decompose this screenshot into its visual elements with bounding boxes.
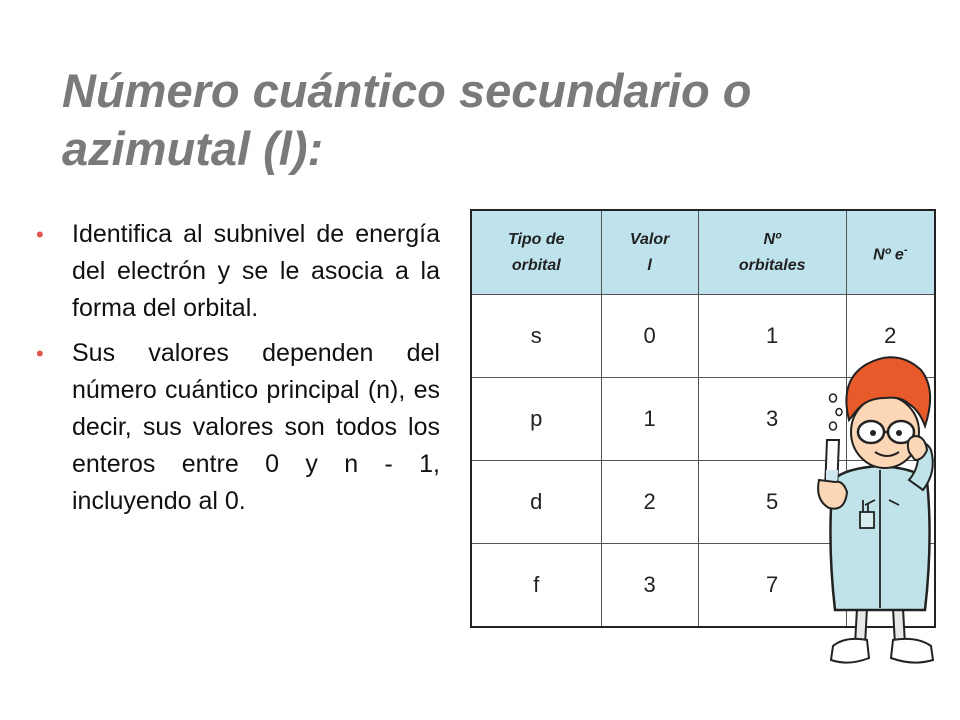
table-cell: 7: [698, 544, 846, 628]
header-text: Nº: [763, 230, 781, 248]
bullet-item: [36, 216, 440, 327]
header-tipo-orbital: [471, 210, 601, 295]
table-cell: d: [471, 461, 601, 544]
header-valor-l: [601, 210, 698, 295]
left-hand: [818, 480, 847, 509]
scientist-illustration: [805, 340, 955, 672]
table-cell: 3: [601, 544, 698, 628]
header-text: Tipo de: [507, 230, 565, 248]
table-cell: 1: [601, 378, 698, 461]
table-cell: f: [471, 544, 601, 628]
table-cell: 0: [601, 295, 698, 378]
bullet-item: [36, 335, 440, 520]
header-text: Valor: [629, 230, 670, 248]
bullet-list: [36, 216, 440, 528]
table-cell: s: [471, 295, 601, 378]
table-cell: 2: [846, 295, 935, 378]
bullet-dot: •: [36, 341, 44, 366]
table-cell: 3: [698, 378, 846, 461]
bullet-text: Identifica al subnivel de energía del electrón y se le asocia a la forma del orbital.: [72, 220, 440, 322]
header-text: l: [647, 256, 652, 274]
header-num-electrones: [846, 210, 935, 295]
bullet-dot: •: [36, 222, 44, 247]
table-cell: 1: [698, 295, 846, 378]
header-text: orbitales: [738, 256, 806, 274]
shoes: [831, 639, 933, 663]
bubbles-icon: [830, 394, 843, 430]
title-line-1: Número cuántico secundario o: [62, 64, 752, 117]
header-text: orbital: [511, 256, 561, 274]
header-superscript: -: [903, 243, 908, 256]
slide-title: [62, 62, 922, 178]
table-cell: 2: [601, 461, 698, 544]
title-line-2: azimutal (l):: [62, 122, 324, 175]
header-num-orbitales: [698, 210, 846, 295]
header-text: Nº e: [873, 246, 904, 264]
table-cell: p: [471, 378, 601, 461]
table-cell: 5: [698, 461, 846, 544]
bullet-text: Sus valores dependen del número cuántico principal (n), es decir, sus valores son todos los enteros entre 0 y n - 1, incluyendo al 0.: [72, 339, 440, 515]
table-header-row: [471, 210, 935, 295]
